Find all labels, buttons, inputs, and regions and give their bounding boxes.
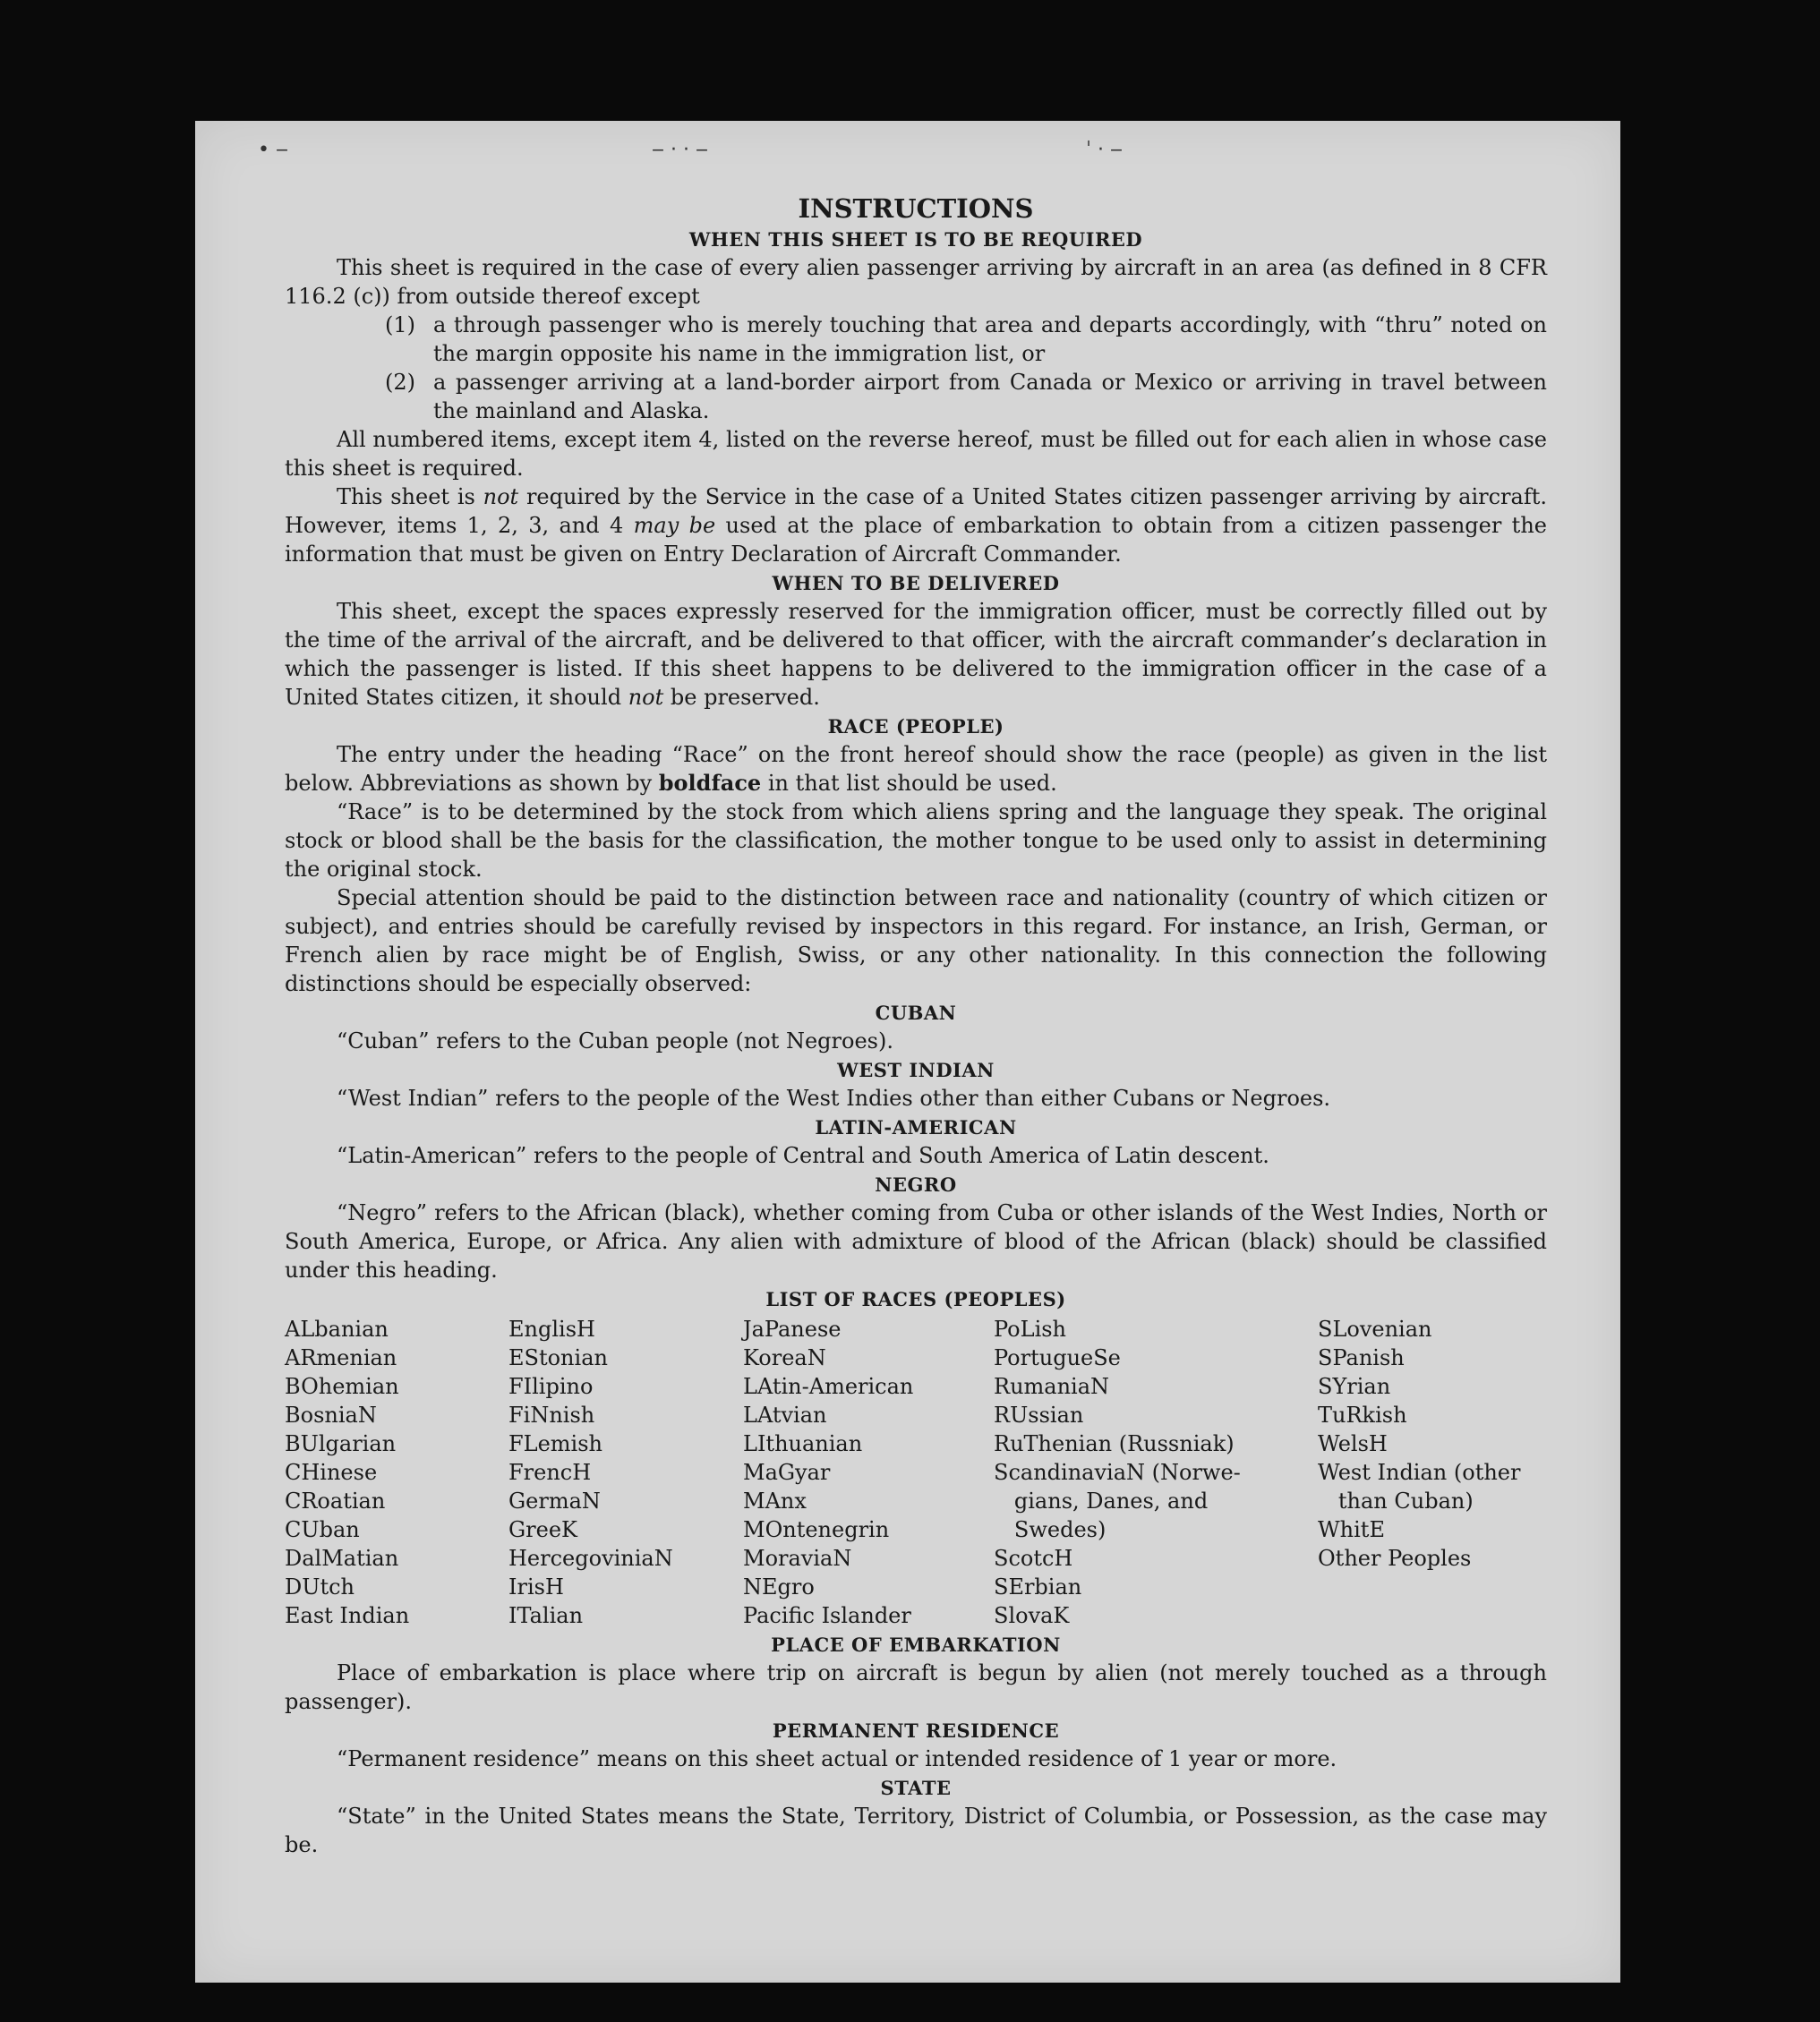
race-entry: gians, Danes, and <box>994 1489 1209 1514</box>
race-entry: BUlgarian <box>285 1431 397 1456</box>
item-number: (1) <box>385 312 415 337</box>
race-entry: CRoatian <box>285 1489 386 1514</box>
race-entry: NEgro <box>743 1574 815 1600</box>
heading-permanent-residence: PERMANENT RESIDENCE <box>772 1719 1060 1742</box>
race-entry: MAnx <box>743 1489 807 1514</box>
race-entry: West Indian (other <box>1318 1460 1521 1485</box>
race-entry: SlovaK <box>994 1603 1070 1628</box>
document-sheet <box>195 121 1620 1983</box>
race-entry: RUssian <box>994 1403 1084 1428</box>
heading-state: STATE <box>880 1777 952 1799</box>
race-entry: LAtvian <box>743 1403 827 1428</box>
race-entry: WhitE <box>1318 1517 1385 1542</box>
race-entry: HercegoviniaN <box>508 1546 673 1571</box>
race-entry: Pacific Islander <box>743 1603 911 1628</box>
stray-mark: ‒ · · ‒ <box>652 139 708 161</box>
para-permanent-residence: “Permanent residence” means on this sheet actual or intended residence of 1 year or more. <box>337 1746 1337 1771</box>
race-entry: ITalian <box>508 1603 584 1628</box>
para-race-entry: The entry under the heading “Race” on the front hereof should show the race (people) as given in the list below. Abbreviations as shown by boldface in that list should be used. <box>285 742 1547 796</box>
para-numbered-items: All numbered items, except item 4, listed on the reverse hereof, must be filled out for each alien in whose case this sheet is required. <box>285 427 1547 481</box>
race-entry: PoLish <box>994 1317 1067 1342</box>
list-item <box>385 311 1547 368</box>
race-entry: JaPanese <box>743 1317 842 1342</box>
race-entry: GreeK <box>508 1517 577 1542</box>
races-column <box>743 1315 994 1630</box>
race-entry: RuThenian (Russniak) <box>994 1431 1235 1456</box>
race-entry: BOhemian <box>285 1374 399 1399</box>
heading-west-indian: WEST INDIAN <box>837 1059 995 1081</box>
race-entry: ARmenian <box>285 1345 397 1370</box>
para-state: “State” in the United States means the State, Territory, District of Columbia, or Possession, as the case may be. <box>285 1804 1547 1857</box>
race-entry: LAtin-American <box>743 1374 914 1399</box>
para-west-indian: “West Indian” refers to the people of the West Indies other than either Cubans or Negroes. <box>337 1086 1331 1111</box>
document-content <box>285 192 1547 1859</box>
race-entry: ALbanian <box>285 1317 389 1342</box>
heading-cuban: CUBAN <box>875 1002 957 1024</box>
heading-latin-american: LATIN-AMERICAN <box>815 1116 1017 1139</box>
heading-list-of-races: LIST OF RACES (PEOPLES) <box>765 1288 1066 1310</box>
heading-place-of-embarkation: PLACE OF EMBARKATION <box>771 1634 1061 1656</box>
race-entry: ScotcH <box>994 1546 1073 1571</box>
races-column <box>508 1315 743 1630</box>
race-entry: EStonian <box>508 1345 608 1370</box>
race-entry: SErbian <box>994 1574 1082 1600</box>
para-cuban: “Cuban” refers to the Cuban people (not Negroes). <box>337 1028 893 1054</box>
para-required-intro: This sheet is required in the case of every alien passenger arriving by aircraft in an area (as defined in 8 CFR 116.2 (c)) from outside thereof except <box>285 255 1547 309</box>
para-delivered: This sheet, except the spaces expressly reserved for the immigration officer, must be correctly filled out by the time of the arrival of the aircraft, and be delivered to that officer, with the aircraft commander’s declaration in which the passenger is listed. If this sheet happens to be delivered to the immigration officer in the case of a United States citizen, it should not be preserved. <box>285 599 1547 710</box>
race-entry: GermaN <box>508 1489 601 1514</box>
race-entry: WelsH <box>1318 1431 1388 1456</box>
item-number: (2) <box>385 370 415 395</box>
race-entry: TuRkish <box>1318 1403 1407 1428</box>
race-entry: DUtch <box>285 1574 355 1600</box>
race-entry: LIthuanian <box>743 1431 863 1456</box>
para-negro: “Negro” refers to the African (black), whether coming from Cuba or other islands of the West Indies, North or South America, Europe, or Africa. Any alien with admixture of blood of the African (black) should be classified under this heading. <box>285 1200 1547 1283</box>
race-entry: EnglisH <box>508 1317 595 1342</box>
list-item <box>385 368 1547 425</box>
item-text: a through passenger who is merely touching that area and departs accordingly, with “thru” noted on the margin opposite his name in the immigration list, or <box>433 312 1547 366</box>
race-entry: DalMatian <box>285 1546 399 1571</box>
races-column <box>994 1315 1318 1630</box>
race-entry: SLovenian <box>1318 1317 1432 1342</box>
races-column <box>285 1315 508 1630</box>
para-race-nationality: Special attention should be paid to the distinction between race and nationality (country of which citizen or subject), and entries should be carefully revised by inspectors in this regard. For instance, an Irish, German, or French alien by race might be of English, Swiss, or any other nationality. In this connection the following distinctions should be especially observed: <box>285 885 1547 996</box>
race-entry: MoraviaN <box>743 1546 852 1571</box>
race-entry: CHinese <box>285 1460 378 1485</box>
races-list <box>285 1315 1547 1630</box>
stray-mark: • ‒ <box>258 139 288 161</box>
race-entry: MOntenegrin <box>743 1517 890 1542</box>
heading-negro: NEGRO <box>875 1173 957 1196</box>
stray-mark: ˈ · ‒ <box>1086 139 1124 161</box>
heading-when-delivered: WHEN TO BE DELIVERED <box>772 572 1060 594</box>
race-entry: BosniaN <box>285 1403 377 1428</box>
race-entry: FrencH <box>508 1460 592 1485</box>
para-citizen: This sheet is not required by the Service in the case of a United States citizen passenger arriving by aircraft. However, items 1, 2, 3, and 4 may be used at the place of embarkation to obtain from a citizen passenger the information that must be given on Entry Declaration of Aircraft Commander. <box>285 484 1547 567</box>
para-race-stock: “Race” is to be determined by the stock from which aliens spring and the language they speak. The original stock or blood shall be the basis for the classification, the mother tongue to be used only to assist in determining the original stock. <box>285 799 1547 882</box>
para-place-of-embarkation: Place of embarkation is place where trip on aircraft is begun by alien (not merely touched as a through passenger). <box>285 1660 1547 1714</box>
item-text: a passenger arriving at a land-border airport from Canada or Mexico or arriving in travel between the mainland and Alaska. <box>433 370 1547 423</box>
page-title: INSTRUCTIONS <box>798 193 1034 224</box>
race-entry: PortugueSe <box>994 1345 1121 1370</box>
race-entry: CUban <box>285 1517 360 1542</box>
para-latin-american: “Latin-American” refers to the people of Central and South America of Latin descent. <box>337 1143 1269 1168</box>
race-entry: SYrian <box>1318 1374 1391 1399</box>
race-entry: than Cuban) <box>1318 1489 1474 1514</box>
race-entry: FiNnish <box>508 1403 595 1428</box>
race-entry: MaGyar <box>743 1460 831 1485</box>
race-entry: Other Peoples <box>1318 1546 1472 1571</box>
race-entry: Swedes) <box>994 1517 1107 1542</box>
races-column <box>1318 1315 1547 1630</box>
race-entry: RumaniaN <box>994 1374 1110 1399</box>
race-entry: FLemish <box>508 1431 602 1456</box>
race-entry: East Indian <box>285 1603 410 1628</box>
race-entry: KoreaN <box>743 1345 826 1370</box>
race-entry: ScandinaviaN (Norwe- <box>994 1460 1241 1485</box>
heading-race: RACE (PEOPLE) <box>827 715 1004 738</box>
race-entry: FIlipino <box>508 1374 594 1399</box>
race-entry: SPanish <box>1318 1345 1405 1370</box>
race-entry: IrisH <box>508 1574 564 1600</box>
heading-when-required: WHEN THIS SHEET IS TO BE REQUIRED <box>688 228 1143 251</box>
